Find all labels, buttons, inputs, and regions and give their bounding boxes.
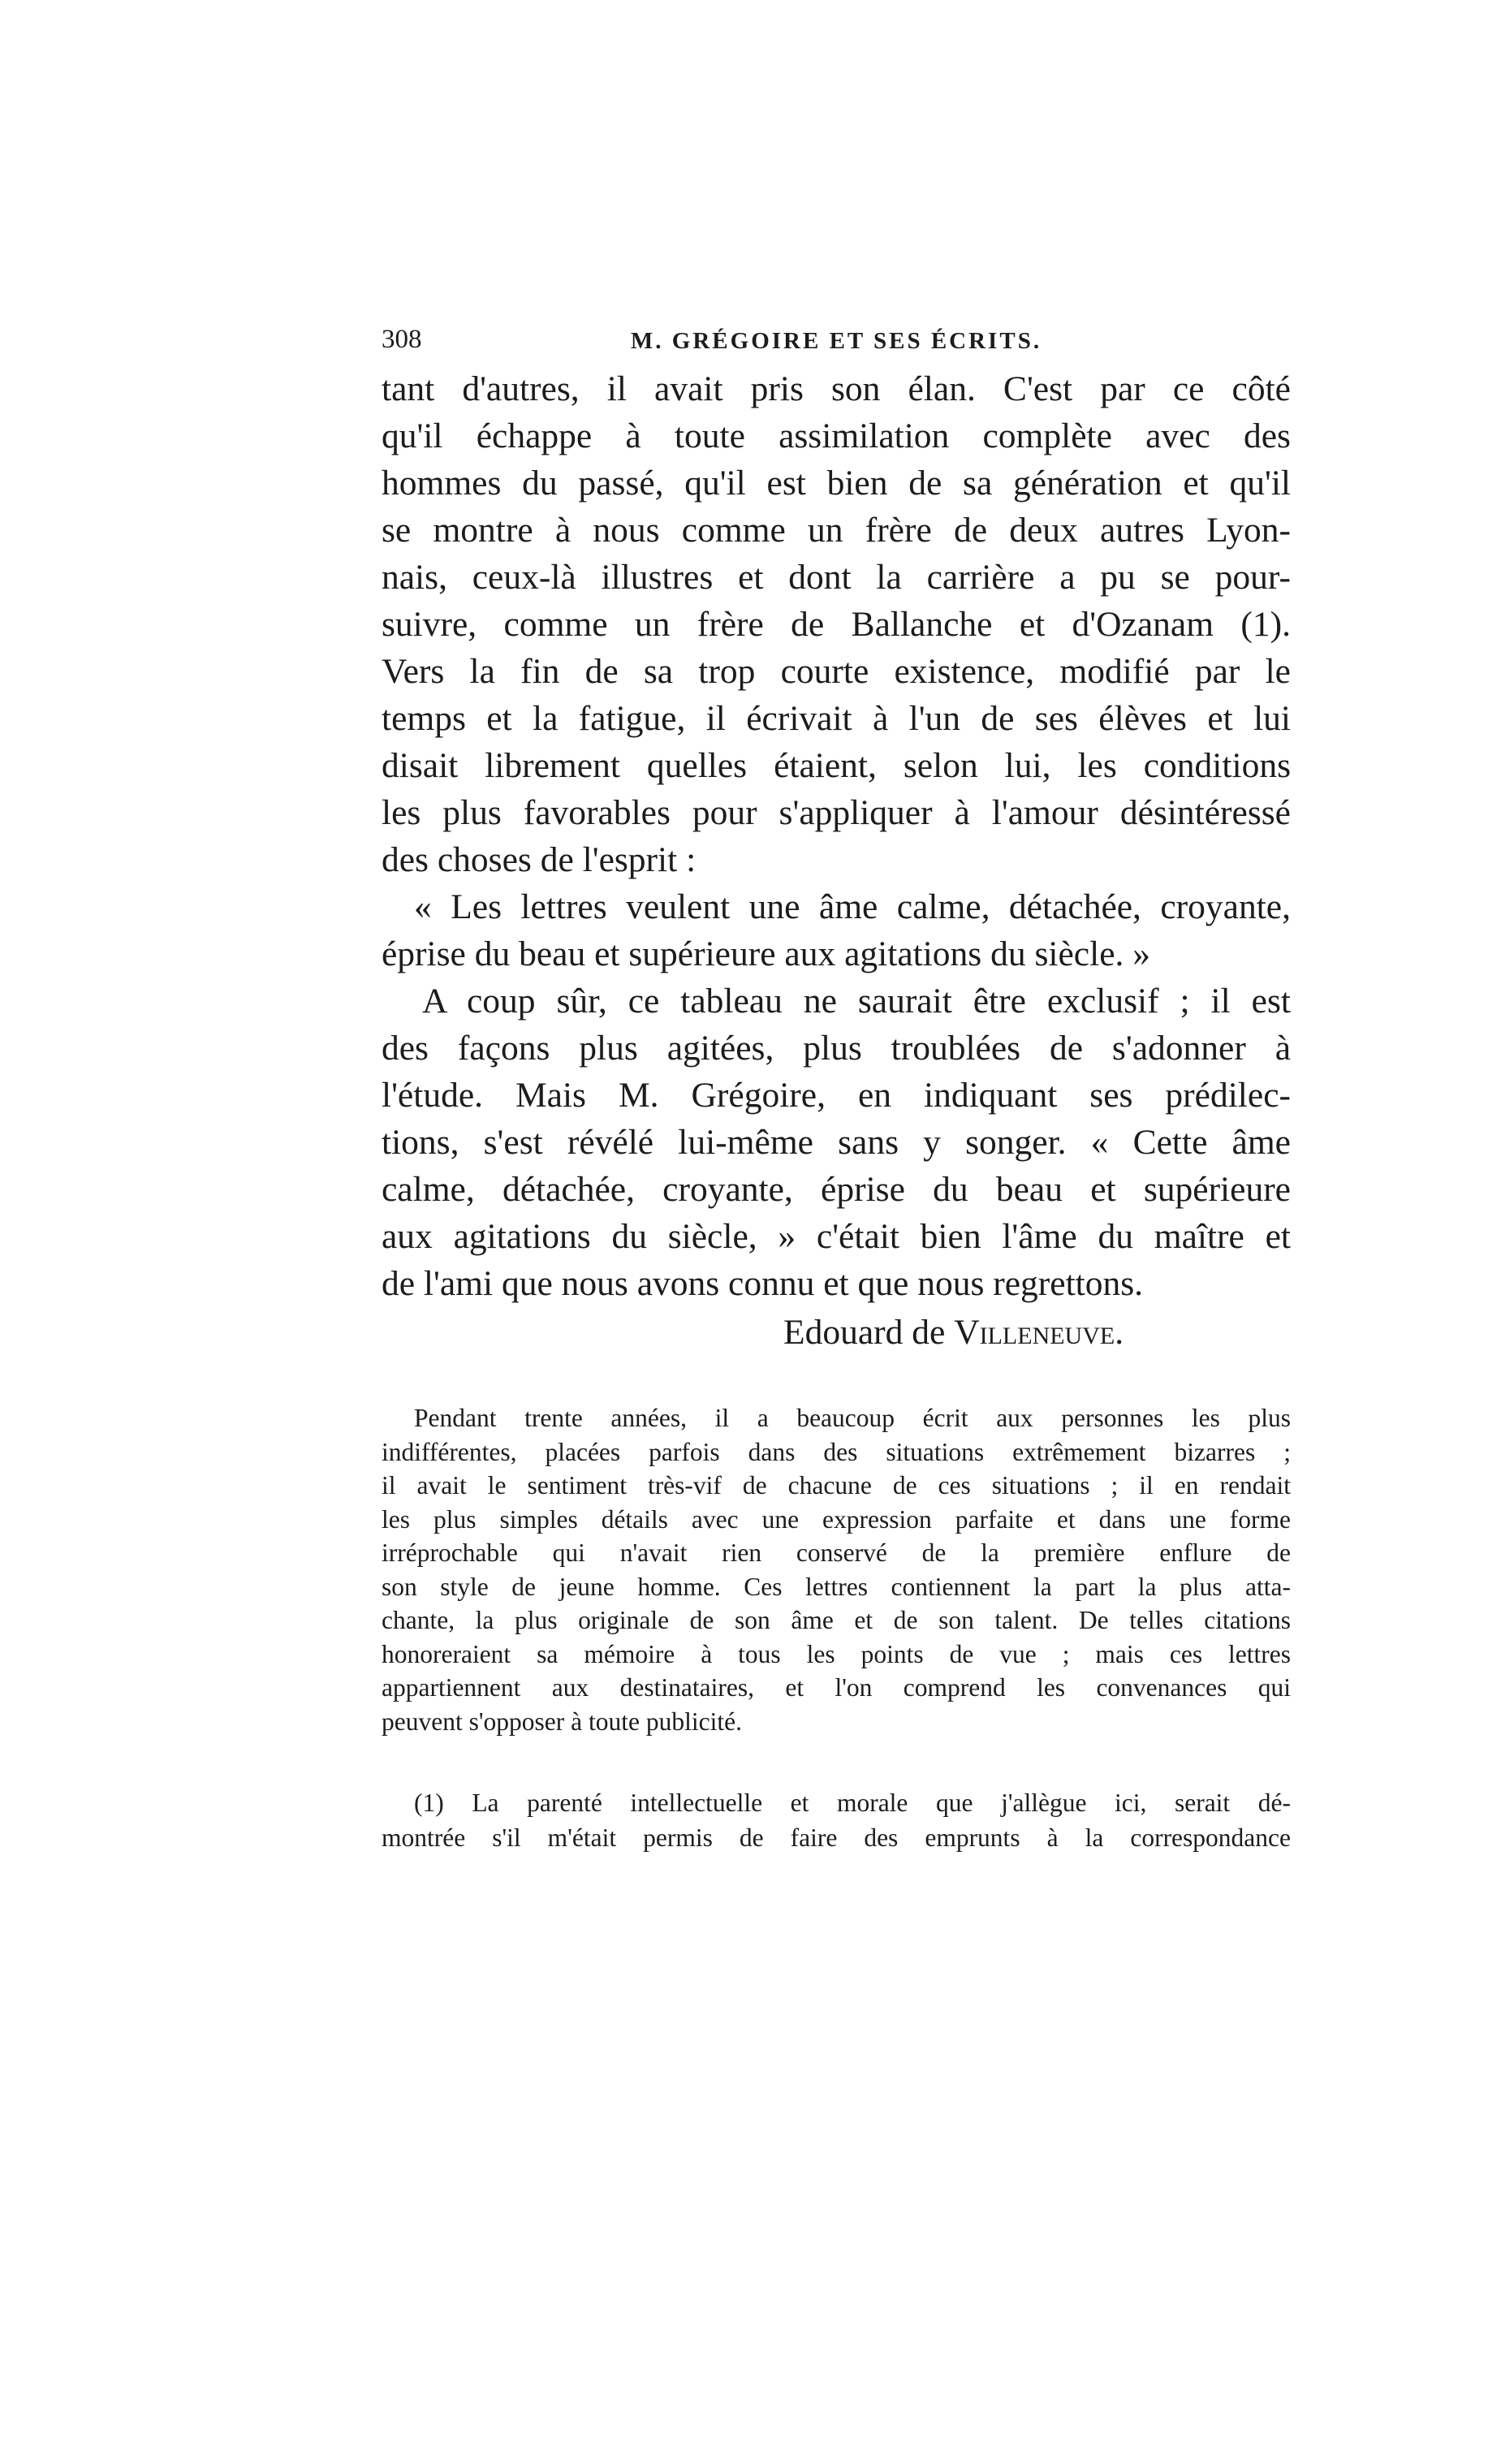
text-line: l'étude. Mais M. Grégoire, en indiquant ses prédilec- — [382, 1076, 1291, 1115]
note-line: appartiennent aux destinataires, et l'on comprend les convenances qui — [382, 1673, 1291, 1702]
note-paragraph — [382, 1401, 1291, 1738]
footnote-line: (1) La parenté intellectuelle et morale que j'allègue ici, serait dé- — [414, 1789, 1291, 1817]
text-line: tions, s'est révélé lui-même sans y songer. « Cette âme — [382, 1123, 1291, 1162]
note-line: les plus simples détails avec une expression parfaite et dans une forme — [382, 1504, 1291, 1534]
main-text — [382, 365, 1291, 1307]
text-line: de l'ami que nous avons connu et que nous regrettons. — [382, 1264, 1144, 1303]
book-page — [382, 325, 1291, 1855]
note-line: il avait le sentiment très-vif de chacune de ces situations ; il en rendait — [382, 1471, 1291, 1500]
text-line: A coup sûr, ce tableau ne saurait être exclusif ; il est — [422, 982, 1291, 1021]
text-line: Vers la fin de sa trop courte existence, modifié par le — [382, 652, 1291, 691]
text-line: hommes du passé, qu'il est bien de sa génération et qu'il — [382, 464, 1291, 503]
page-number: 308 — [382, 325, 422, 354]
running-title: M. GRÉGOIRE ET SES ÉCRITS. — [630, 328, 1042, 354]
running-head — [382, 325, 1291, 365]
quote-line: « Les lettres veulent une âme calme, détachée, croyante, — [414, 887, 1291, 926]
text-line: suivre, comme un frère de Ballanche et d'Ozanam (1). — [382, 605, 1291, 644]
note-line: Pendant trente années, il a beaucoup écrit aux personnes les plus — [414, 1404, 1291, 1432]
text-line: des choses de l'esprit : — [382, 840, 697, 879]
note-line: peuvent s'opposer à toute publicité. — [382, 1707, 742, 1736]
text-line: nais, ceux-là illustres et dont la carrière a pu se pour- — [382, 558, 1291, 597]
text-line: aux agitations du siècle, » c'était bien l'âme du maître et — [382, 1217, 1291, 1256]
note-line: honoreraient sa mémoire à tous les points de vue ; mais ces lettres — [382, 1639, 1291, 1668]
text-line: les plus favorables pour s'appliquer à l'amour désintéressé — [382, 793, 1291, 832]
note-line: indifférentes, placées parfois dans des situations extrêmement bizarres ; — [382, 1437, 1291, 1466]
text-line: tant d'autres, il avait pris son élan. C'est par ce côté — [382, 369, 1291, 408]
note-line: irréprochable qui n'avait rien conservé de la première enflure de — [382, 1538, 1291, 1567]
text-line: qu'il échappe à toute assimilation complète avec des — [382, 416, 1291, 455]
text-line: temps et la fatigue, il écrivait à l'un de ses élèves et lui — [382, 699, 1291, 738]
text-line: des façons plus agitées, plus troublées de s'adonner à — [382, 1029, 1291, 1068]
text-line: disait librement quelles étaient, selon lui, les conditions — [382, 746, 1291, 785]
footnote-line: montrée s'il m'était permis de faire des emprunts à la correspondance — [382, 1823, 1291, 1852]
quote-line: éprise du beau et supérieure aux agitations du siècle. » — [382, 934, 1150, 973]
footnote — [382, 1785, 1291, 1855]
signature-surname: Villeneuve — [954, 1313, 1115, 1352]
text-line: calme, détachée, croyante, éprise du beau et supérieure — [382, 1170, 1291, 1209]
note-line: chante, la plus originale de son âme et de son talent. De telles citations — [382, 1606, 1291, 1634]
signature-period: . — [1115, 1313, 1124, 1352]
note-line: son style de jeune homme. Ces lettres contiennent la part la plus atta- — [382, 1572, 1291, 1601]
signature-first: Edouard de — [783, 1313, 955, 1352]
signature — [382, 1309, 1291, 1356]
text-line: se montre à nous comme un frère de deux autres Lyon- — [382, 511, 1291, 550]
